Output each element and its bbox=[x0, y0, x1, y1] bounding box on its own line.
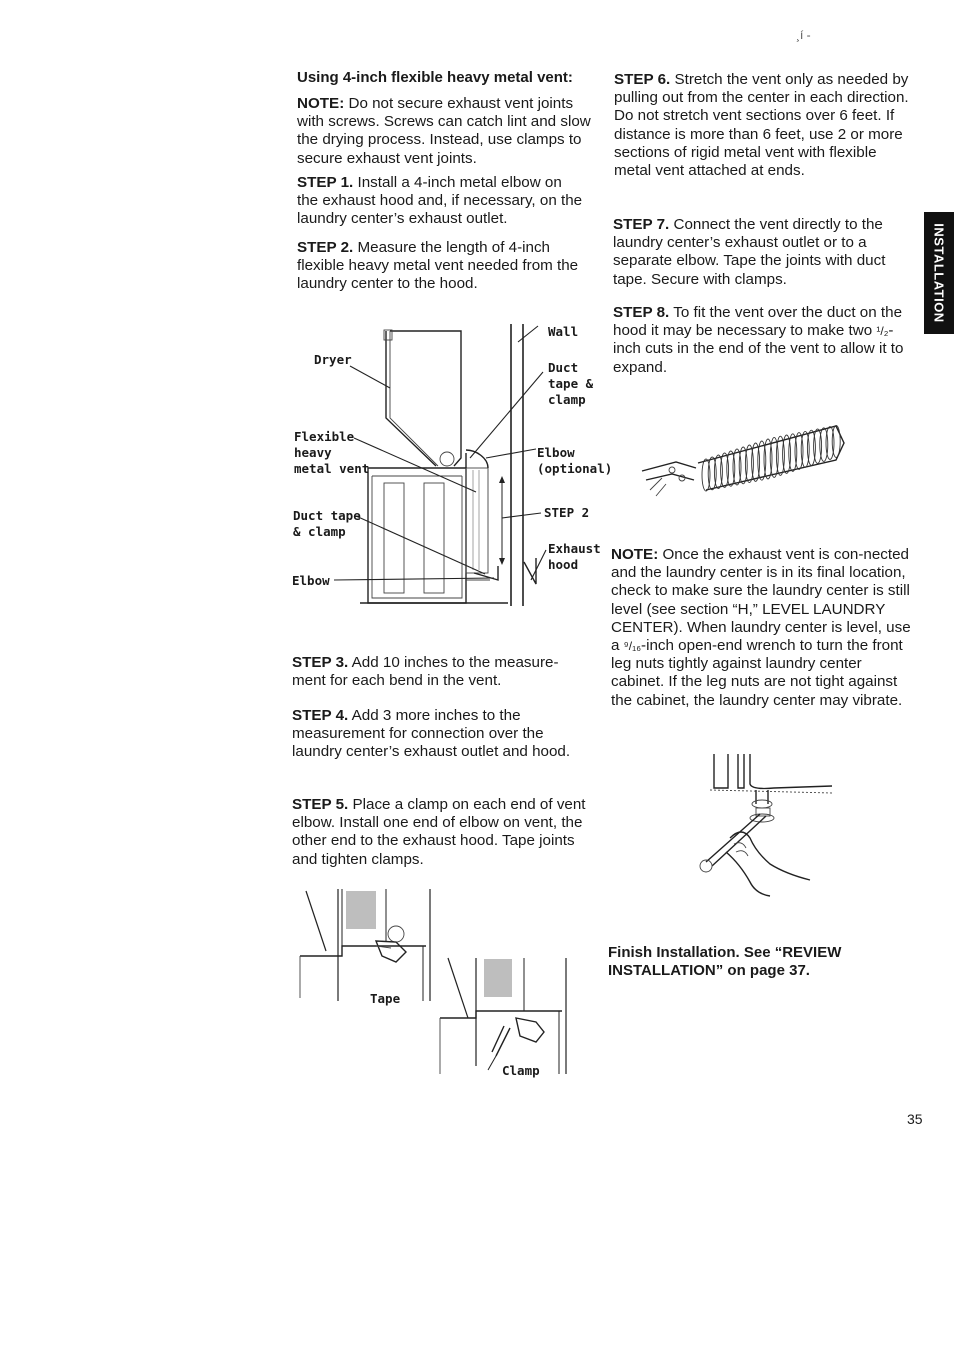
header-mark: ¸í - bbox=[796, 28, 811, 42]
step4-label: STEP 4. bbox=[292, 707, 349, 724]
step7-label: STEP 7. bbox=[613, 216, 670, 233]
step8-text-after: -inch cuts in the end of the vent to allow it to expand. bbox=[613, 322, 904, 376]
finish-installation-text: Finish Installation. See “REVIEW INSTALLATION” on page 37. bbox=[608, 944, 842, 979]
step5-label: STEP 5. bbox=[292, 796, 349, 813]
page-number: 35 bbox=[907, 1111, 923, 1127]
section-tab-label: INSTALLATION bbox=[931, 223, 947, 323]
elbow-optional-label-2: (optional) bbox=[537, 461, 613, 476]
exhaust-hood-label-2: hood bbox=[548, 557, 579, 572]
duct-tape-right-label-2: tape & bbox=[548, 376, 594, 391]
step6-paragraph bbox=[614, 71, 914, 180]
wall-label: Wall bbox=[548, 324, 579, 339]
tape-clamp-figure bbox=[296, 886, 576, 1081]
tape-clamp-drawing bbox=[296, 886, 576, 1081]
note-text: Do not secure exhaust vent joints with screws. Screws can catch lint and slow the drying process. Instead, use clamps to secure exhaust vent joints. bbox=[297, 95, 591, 167]
note2-label: NOTE: bbox=[611, 546, 659, 563]
step6-label: STEP 6. bbox=[614, 71, 671, 88]
step2-label: STEP 2. bbox=[297, 239, 354, 256]
exhaust-hood-label-1: Exhaust bbox=[548, 541, 601, 556]
step6-text: Stretch the vent only as needed by pulling out from the center in each direction. Do not stretch vent sections over 6 feet. If distance is more than 6 feet, use 2 or more sections of rigid metal vent with flexible metal vent attached at ends. bbox=[614, 71, 909, 180]
note-label: NOTE: bbox=[297, 95, 345, 112]
clamp-label: Clamp bbox=[502, 1063, 540, 1078]
step2-text: Measure the length of 4-inch flexible heavy metal vent needed from the laundry center to the hood. bbox=[297, 239, 579, 293]
section-tab bbox=[924, 212, 954, 334]
step4-text: Add 3 more inches to the measurement for connection over the laundry center’s exhaust outlet and hood. bbox=[292, 707, 571, 761]
step8-label: STEP 8. bbox=[613, 304, 670, 321]
tape-label: Tape bbox=[370, 991, 401, 1006]
stretched-vent-drawing bbox=[636, 418, 856, 513]
step4-paragraph bbox=[292, 707, 582, 762]
note2-text-after: -inch open-end wrench to turn the front leg nuts tightly against laundry center cabinet. If the leg nuts are not tight against the cabinet, the laundry center may vibrate. bbox=[611, 637, 903, 709]
wrench-drawing bbox=[690, 748, 850, 898]
note-paragraph bbox=[297, 95, 597, 168]
step8-paragraph bbox=[613, 304, 913, 377]
vent-coil-ring bbox=[832, 425, 840, 457]
elbow-optional-label-1: Elbow bbox=[537, 445, 575, 460]
step2-diagram-label: STEP 2 bbox=[544, 505, 590, 520]
step7-paragraph bbox=[613, 216, 913, 289]
step1-paragraph bbox=[297, 174, 587, 229]
step8-text-before: To fit the vent over the duct on the hood it may be necessary to make two bbox=[613, 304, 903, 340]
duct-tape-right-label-1: Duct bbox=[548, 360, 579, 375]
step1-text: Install a 4-inch metal elbow on the exhaust hood and, if necessary, on the laundry center’s exhaust outlet. bbox=[297, 174, 583, 228]
dryer-label: Dryer bbox=[314, 352, 352, 367]
note2-fraction: ⁹/₁₆ bbox=[623, 639, 642, 654]
note2-paragraph bbox=[611, 546, 916, 710]
flexible-vent-label-3: metal vent bbox=[294, 461, 370, 476]
step2-paragraph bbox=[297, 239, 587, 294]
step8-fraction: ¹/₂ bbox=[876, 324, 889, 339]
vent-diagram bbox=[290, 318, 613, 618]
duct-tape-right-label-3: clamp bbox=[548, 392, 586, 407]
flexible-vent-label-1: Flexible bbox=[294, 429, 355, 444]
step5-text: Place a clamp on each end of vent elbow. Install one end of elbow on vent, the other end to the exhaust hood. Tape joints and tighten clamps. bbox=[292, 796, 586, 868]
step3-label: STEP 3. bbox=[292, 654, 349, 671]
section-heading: Using 4-inch flexible heavy metal vent: bbox=[297, 69, 573, 86]
step7-text: Connect the vent directly to the laundry center’s exhaust outlet or to a separate elbow. Tape the joints with duct tape. Secure with clamps. bbox=[613, 216, 886, 288]
step1-label: STEP 1. bbox=[297, 174, 354, 191]
duct-tape-left-label-1: Duct tape bbox=[293, 508, 361, 523]
flexible-vent-label-2: heavy bbox=[294, 445, 332, 460]
note2-text-before: Once the exhaust vent is con-nected and the laundry center is in its final location, check to make sure the laundry center is still level (see section “H,” LEVEL LAUNDRY CENTER). When laundry center is level, use a bbox=[611, 546, 911, 655]
wrench-figure bbox=[690, 748, 850, 898]
step3-text: Add 10 inches to the measure-ment for each bend in the vent. bbox=[292, 654, 559, 690]
step5-paragraph bbox=[292, 796, 592, 869]
duct-tape-left-label-2: & clamp bbox=[293, 524, 346, 539]
elbow-bottom-label: Elbow bbox=[292, 573, 330, 588]
stretched-vent-figure bbox=[636, 418, 856, 513]
step3-paragraph bbox=[292, 654, 592, 690]
